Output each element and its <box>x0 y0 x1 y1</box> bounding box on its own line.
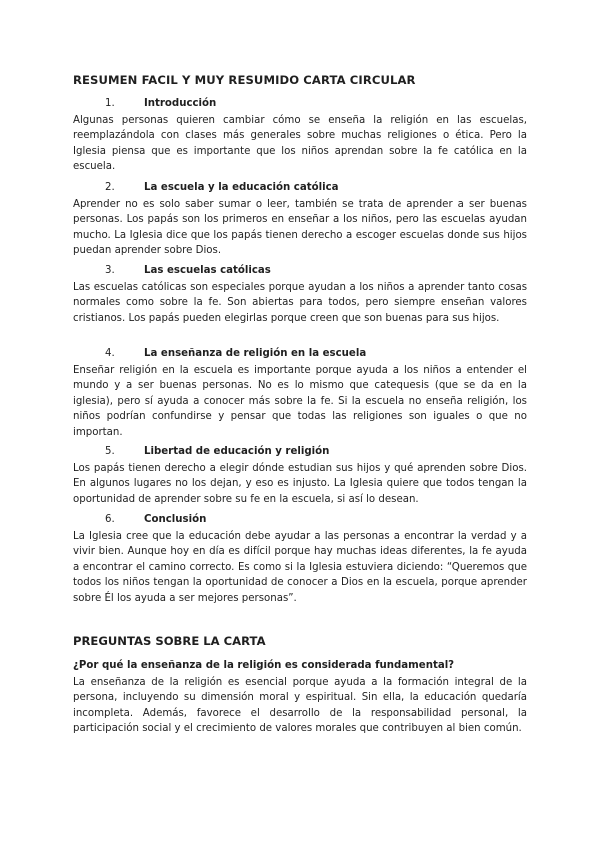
section-ensenanza-religion <box>73 348 527 440</box>
document-title: RESUMEN FACIL Y MUY RESUMIDO CARTA CIRCULAR <box>73 73 416 87</box>
section-heading-label: Las escuelas católicas <box>144 265 271 276</box>
questions-title: PREGUNTAS SOBRE LA CARTA <box>73 634 266 648</box>
section-body: La Iglesia cree que la educación debe ayudar a las personas a encontrar la verdad y a vivir bien. Aunque hoy en día es difícil porque hay muchas ideas diferentes, la fe ayuda a encontrar el camino correcto. Es como si la Iglesia estuviera diciendo: “Queremos que todos los niños tengan la oportunidad de conocer a Dios en la escuela, porque aprender sobre Él los ayuda a ser mejores personas”. <box>73 531 527 604</box>
section-body: Algunas personas quieren cambiar cómo se enseña la religión en las escuelas, reemplazándola con clases más generales sobre muchas religiones o ética. Pero la Iglesia piensa que es importante que los niños aprendan sobre la fe católica en la escuela. <box>73 115 527 173</box>
section-heading <box>73 514 527 529</box>
section-heading-label: Conclusión <box>144 514 207 525</box>
section-heading <box>73 348 527 363</box>
section-heading <box>73 98 527 113</box>
section-heading-label: Introducción <box>144 98 217 109</box>
section-heading <box>73 446 527 461</box>
section-heading <box>73 182 527 197</box>
section-number: 1. <box>105 98 115 109</box>
section-libertad-educacion <box>73 446 527 507</box>
section-number: 6. <box>105 514 115 525</box>
section-heading-label: La escuela y la educación católica <box>144 182 339 193</box>
answer-text: La enseñanza de la religión es esencial porque ayuda a la formación integral de la persona, incluyendo su dimensión moral y espiritual. Sin ella, la educación quedaría incompleta. Además, favorece el desarrollo de la responsabilidad personal, la participación social y el crecimiento de valores morales que contribuyen al bien común. <box>73 677 527 735</box>
section-body: Enseñar religión en la escuela es importante porque ayuda a los niños a entender el mundo y a ser buenas personas. No es lo mismo que catequesis (que se da en la iglesia), pero sí ayuda a conocer más sobre la fe. Si la escuela no enseña religión, los niños podrían confundirse y pensar que todas las religiones son iguales o que no importan. <box>73 365 527 438</box>
section-introduccion <box>73 98 527 175</box>
section-body: Las escuelas católicas son especiales porque ayudan a los niños a aprender tanto cosas normales como sobre la fe. Son abiertas para todos, pero siempre enseñan valores cristianos. Los papás pueden elegirlas porque creen que son buenas para sus hijos. <box>73 282 527 324</box>
section-number: 5. <box>105 446 115 457</box>
section-escuela-educacion-catolica <box>73 182 527 259</box>
section-number: 2. <box>105 182 115 193</box>
section-heading-label: Libertad de educación y religión <box>144 446 330 457</box>
section-body: Los papás tienen derecho a elegir dónde estudian sus hijos y qué aprenden sobre Dios. En algunos lugares no los dejan, y eso es injusto. La Iglesia quiere que todos tengan la oportunidad de aprender sobre su fe en la escuela, si así lo desean. <box>73 463 527 505</box>
question-text: ¿Por qué la enseñanza de la religión es considerada fundamental? <box>73 660 455 671</box>
section-number: 3. <box>105 265 115 276</box>
section-number: 4. <box>105 348 115 359</box>
section-conclusion <box>73 514 527 606</box>
section-body: Aprender no es solo saber sumar o leer, también se trata de aprender a ser buenas personas. Los papás son los primeros en enseñar a los niños, pero las escuelas ayudan mucho. La Iglesia dice que los papás tienen derecho a escoger escuelas donde sus hijos puedan aprender sobre Dios. <box>73 199 527 257</box>
section-heading-label: La enseñanza de religión en la escuela <box>144 348 367 359</box>
section-escuelas-catolicas <box>73 265 527 326</box>
section-heading <box>73 265 527 280</box>
